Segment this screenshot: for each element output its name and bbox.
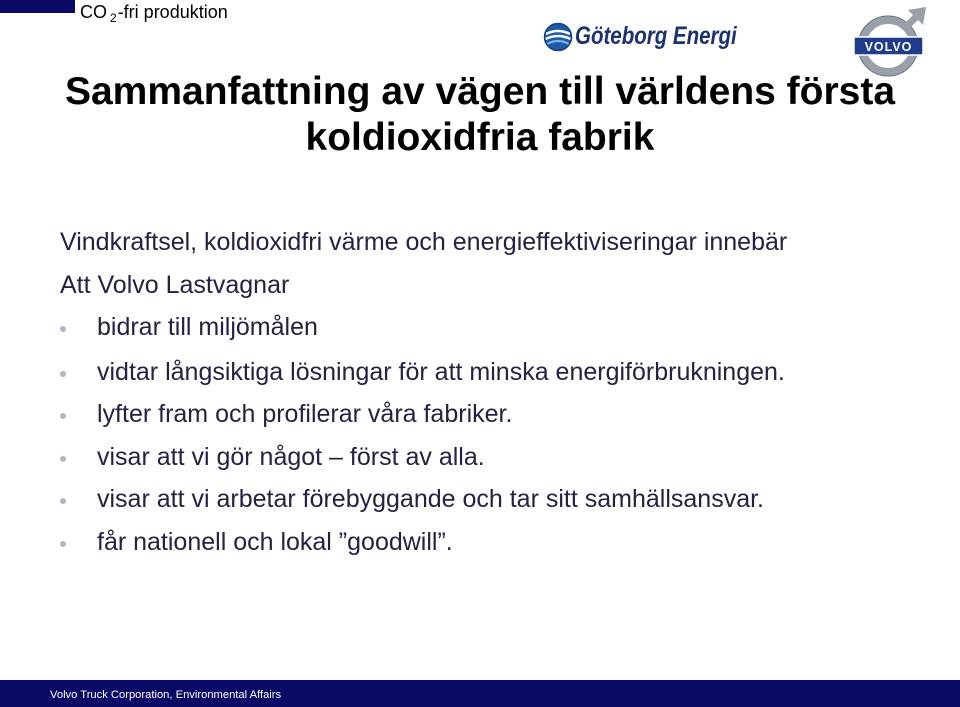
bullet-icon bbox=[60, 326, 66, 332]
intro-line-1: Vindkraftsel, koldioxidfri värme och energieffektiviseringar innebär bbox=[60, 228, 788, 256]
bullet-item: visar att vi gör något – först av alla. bbox=[97, 443, 485, 471]
header-suffix: -fri produktion bbox=[117, 2, 228, 22]
bullet-item: får nationell och lokal ”goodwill”. bbox=[97, 528, 453, 556]
intro-line-2: Att Volvo Lastvagnar bbox=[60, 271, 290, 299]
header-label bbox=[80, 1, 228, 25]
volvo-wordmark: VOLVO bbox=[864, 40, 913, 54]
bullet-icon bbox=[60, 498, 66, 504]
volvo-logo bbox=[850, 4, 930, 80]
bullet-item: bidrar till miljömålen bbox=[97, 313, 318, 341]
bullet-item: visar att vi arbetar förebyggande och tar sitt samhällsansvar. bbox=[97, 485, 764, 513]
footer-bar bbox=[0, 680, 960, 707]
goteborg-energi-wordmark: Göteborg Energi bbox=[575, 22, 737, 50]
bullet-icon bbox=[60, 456, 66, 462]
volvo-iron-mark-icon bbox=[854, 7, 926, 76]
header-bar bbox=[0, 0, 75, 13]
bullet-icon bbox=[60, 413, 66, 419]
bullet-item: vidtar långsiktiga lösningar för att minska energiförbrukningen. bbox=[97, 358, 785, 386]
bullet-item: lyfter fram och profilerar våra fabriker. bbox=[97, 400, 513, 428]
bullet-icon bbox=[60, 541, 66, 547]
header-subscript: 2 bbox=[110, 11, 117, 25]
footer-text: Volvo Truck Corporation, Environmental Affairs bbox=[50, 689, 282, 701]
slide-title-line-1: Sammanfattning av vägen till världens första bbox=[64, 70, 896, 113]
header-co: CO bbox=[80, 2, 107, 22]
bullet-icon bbox=[60, 371, 66, 377]
slide-title-line-2: koldioxidfria fabrik bbox=[305, 116, 655, 159]
goteborg-energi-icon bbox=[543, 22, 573, 52]
